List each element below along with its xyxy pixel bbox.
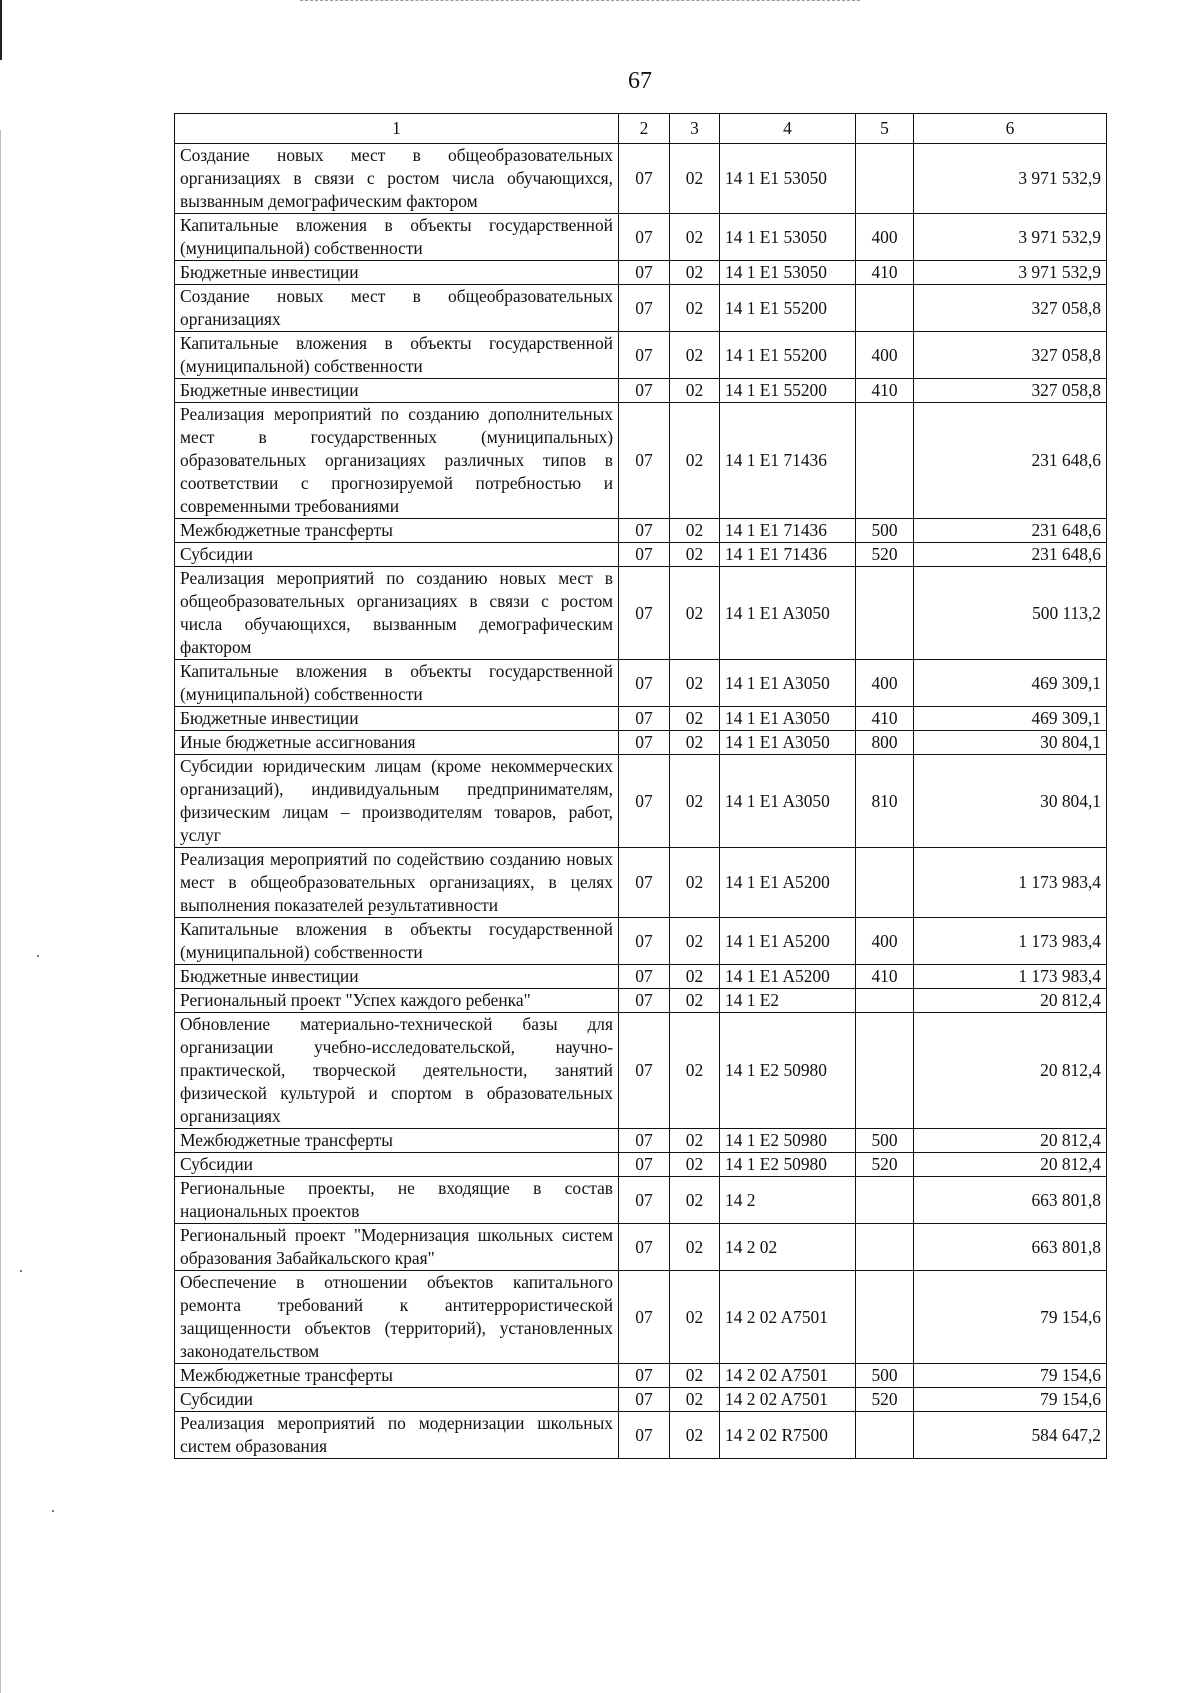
row-target-code-cell: 14 2 02 [720,1224,856,1271]
row-section-cell: 07 [619,1271,670,1364]
row-amount-cell: 20 812,4 [914,1129,1107,1153]
row-amount-cell: 469 309,1 [914,660,1107,707]
row-amount-cell: 30 804,1 [914,731,1107,755]
row-subsection-cell: 02 [670,660,720,707]
scan-speck [52,1510,54,1512]
row-expense-type-cell: 500 [856,519,914,543]
row-target-code-cell: 14 1 E1 55200 [720,379,856,403]
row-target-code-cell: 14 1 E1 A5200 [720,918,856,965]
row-expense-type-cell: 810 [856,755,914,848]
row-name-cell: Межбюджетные трансферты [175,1129,619,1153]
row-name-cell: Создание новых мест в общеобразовательных организациях [175,285,619,332]
row-section-cell: 07 [619,285,670,332]
table-row [175,1224,1107,1271]
row-section-cell: 07 [619,1153,670,1177]
scan-top-edge [300,0,860,2]
row-subsection-cell: 02 [670,567,720,660]
row-expense-type-cell [856,1224,914,1271]
row-subsection-cell: 02 [670,1129,720,1153]
row-expense-type-cell [856,1013,914,1129]
row-section-cell: 07 [619,918,670,965]
row-target-code-cell: 14 1 E2 50980 [720,1013,856,1129]
row-amount-cell: 1 173 983,4 [914,918,1107,965]
row-target-code-cell: 14 1 E1 A5200 [720,848,856,918]
table-row [175,731,1107,755]
row-target-code-cell: 14 1 E1 A3050 [720,755,856,848]
row-name-cell: Капитальные вложения в объекты государственной (муниципальной) собственности [175,918,619,965]
row-section-cell: 07 [619,707,670,731]
table-row [175,1271,1107,1364]
row-name-cell: Межбюджетные трансферты [175,519,619,543]
row-section-cell: 07 [619,144,670,214]
row-subsection-cell: 02 [670,918,720,965]
row-expense-type-cell [856,403,914,519]
row-name-cell: Создание новых мест в общеобразовательных организациях в связи с ростом числа обучающихся, вызванным демографическим фактором [175,144,619,214]
table-row [175,1013,1107,1129]
scan-speck [37,955,39,957]
row-target-code-cell: 14 2 02 A7501 [720,1271,856,1364]
table-row [175,214,1107,261]
row-target-code-cell: 14 1 E1 53050 [720,261,856,285]
table-row [175,261,1107,285]
row-target-code-cell: 14 1 E2 50980 [720,1153,856,1177]
row-amount-cell: 20 812,4 [914,1013,1107,1129]
row-section-cell: 07 [619,755,670,848]
row-amount-cell: 231 648,6 [914,543,1107,567]
row-target-code-cell: 14 1 E1 55200 [720,285,856,332]
row-name-cell: Реализация мероприятий по созданию дополнительных мест в государственных (муниципальных) образовательных организациях различных типов в соответствии с прогнозируемой потребностью и современными требованиями [175,403,619,519]
header-cell-target-code: 4 [720,114,856,144]
row-name-cell: Реализация мероприятий по содействию созданию новых мест в общеобразовательных организациях, в целях выполнения показателей результативности [175,848,619,918]
row-target-code-cell: 14 1 E1 A3050 [720,731,856,755]
row-section-cell: 07 [619,989,670,1013]
row-expense-type-cell: 400 [856,918,914,965]
table-row [175,543,1107,567]
row-name-cell: Региональный проект "Модернизация школьных систем образования Забайкальского края" [175,1224,619,1271]
table-row [175,1364,1107,1388]
row-name-cell: Капитальные вложения в объекты государственной (муниципальной) собственности [175,214,619,261]
row-section-cell: 07 [619,1224,670,1271]
row-amount-cell: 79 154,6 [914,1271,1107,1364]
row-section-cell: 07 [619,567,670,660]
row-expense-type-cell [856,989,914,1013]
row-amount-cell: 1 173 983,4 [914,848,1107,918]
row-section-cell: 07 [619,1364,670,1388]
row-name-cell: Бюджетные инвестиции [175,965,619,989]
row-section-cell: 07 [619,519,670,543]
row-section-cell: 07 [619,214,670,261]
row-subsection-cell: 02 [670,332,720,379]
row-expense-type-cell [856,1412,914,1459]
row-section-cell: 07 [619,660,670,707]
scan-left-edge-mark [0,0,2,60]
row-name-cell: Обновление материально-технической базы для организации учебно-исследовательской, научно-практической, творческой деятельности, занятий физической культурой и спортом в образовательных организациях [175,1013,619,1129]
row-subsection-cell: 02 [670,1153,720,1177]
row-subsection-cell: 02 [670,285,720,332]
row-section-cell: 07 [619,1412,670,1459]
row-expense-type-cell [856,567,914,660]
row-amount-cell: 500 113,2 [914,567,1107,660]
row-amount-cell: 469 309,1 [914,707,1107,731]
row-target-code-cell: 14 1 E1 A3050 [720,707,856,731]
row-amount-cell: 327 058,8 [914,332,1107,379]
row-target-code-cell: 14 1 E1 55200 [720,332,856,379]
table-row [175,1153,1107,1177]
table-row [175,660,1107,707]
row-section-cell: 07 [619,261,670,285]
row-expense-type-cell: 520 [856,1388,914,1412]
table-row [175,403,1107,519]
row-expense-type-cell: 500 [856,1364,914,1388]
row-subsection-cell: 02 [670,1364,720,1388]
row-expense-type-cell [856,285,914,332]
table-row [175,567,1107,660]
row-target-code-cell: 14 2 [720,1177,856,1224]
row-amount-cell: 3 971 532,9 [914,214,1107,261]
table-row [175,989,1107,1013]
row-expense-type-cell [856,848,914,918]
header-cell-name: 1 [175,114,619,144]
row-name-cell: Региональный проект "Успех каждого ребенка" [175,989,619,1013]
row-section-cell: 07 [619,543,670,567]
budget-table [174,113,1107,1459]
row-name-cell: Обеспечение в отношении объектов капитального ремонта требований к антитеррористической защищенности объектов (территорий), установленных законодательством [175,1271,619,1364]
row-amount-cell: 663 801,8 [914,1224,1107,1271]
row-name-cell: Реализация мероприятий по модернизации школьных систем образования [175,1412,619,1459]
row-amount-cell: 3 971 532,9 [914,261,1107,285]
table-row [175,965,1107,989]
row-section-cell: 07 [619,332,670,379]
row-target-code-cell: 14 1 E1 A3050 [720,660,856,707]
row-subsection-cell: 02 [670,1177,720,1224]
row-subsection-cell: 02 [670,989,720,1013]
row-subsection-cell: 02 [670,755,720,848]
table-row [175,519,1107,543]
row-target-code-cell: 14 1 E1 A5200 [720,965,856,989]
row-section-cell: 07 [619,1388,670,1412]
row-subsection-cell: 02 [670,1013,720,1129]
row-target-code-cell: 14 2 02 R7500 [720,1412,856,1459]
row-amount-cell: 3 971 532,9 [914,144,1107,214]
row-section-cell: 07 [619,403,670,519]
row-target-code-cell: 14 1 E1 53050 [720,214,856,261]
row-section-cell: 07 [619,965,670,989]
row-name-cell: Субсидии [175,543,619,567]
row-section-cell: 07 [619,1013,670,1129]
table-header-row [175,114,1107,144]
table-row [175,707,1107,731]
row-subsection-cell: 02 [670,731,720,755]
row-target-code-cell: 14 1 E1 53050 [720,144,856,214]
row-subsection-cell: 02 [670,519,720,543]
row-subsection-cell: 02 [670,1224,720,1271]
row-section-cell: 07 [619,731,670,755]
row-name-cell: Бюджетные инвестиции [175,707,619,731]
row-amount-cell: 584 647,2 [914,1412,1107,1459]
row-amount-cell: 663 801,8 [914,1177,1107,1224]
row-expense-type-cell: 410 [856,261,914,285]
row-subsection-cell: 02 [670,543,720,567]
header-cell-amount: 6 [914,114,1107,144]
header-cell-subsection: 3 [670,114,720,144]
row-target-code-cell: 14 1 E1 A3050 [720,567,856,660]
table-row [175,332,1107,379]
row-amount-cell: 79 154,6 [914,1364,1107,1388]
row-amount-cell: 30 804,1 [914,755,1107,848]
row-subsection-cell: 02 [670,261,720,285]
table-row [175,379,1107,403]
row-name-cell: Бюджетные инвестиции [175,261,619,285]
row-target-code-cell: 14 2 02 A7501 [720,1388,856,1412]
row-target-code-cell: 14 1 E1 71436 [720,403,856,519]
table-row [175,918,1107,965]
scan-left-edge-line [0,130,1,1693]
header-cell-expense-type: 5 [856,114,914,144]
scan-speck [20,1270,22,1272]
row-section-cell: 07 [619,848,670,918]
row-amount-cell: 231 648,6 [914,519,1107,543]
table-row [175,285,1107,332]
header-cell-section: 2 [619,114,670,144]
row-subsection-cell: 02 [670,214,720,261]
row-subsection-cell: 02 [670,1271,720,1364]
row-expense-type-cell: 520 [856,543,914,567]
page-number: 67 [628,68,652,94]
row-target-code-cell: 14 1 E1 71436 [720,543,856,567]
row-subsection-cell: 02 [670,1412,720,1459]
row-section-cell: 07 [619,1177,670,1224]
table-row [175,1388,1107,1412]
row-amount-cell: 20 812,4 [914,1153,1107,1177]
row-name-cell: Субсидии юридическим лицам (кроме некоммерческих организаций), индивидуальным предпринимателям, физическим лицам – производителям товаров, работ, услуг [175,755,619,848]
row-subsection-cell: 02 [670,1388,720,1412]
table-row [175,755,1107,848]
row-name-cell: Реализация мероприятий по созданию новых мест в общеобразовательных организациях в связи с ростом числа обучающихся, вызванным демографическим фактором [175,567,619,660]
row-amount-cell: 327 058,8 [914,379,1107,403]
row-name-cell: Субсидии [175,1388,619,1412]
row-name-cell: Региональные проекты, не входящие в состав национальных проектов [175,1177,619,1224]
row-expense-type-cell: 500 [856,1129,914,1153]
row-name-cell: Капитальные вложения в объекты государственной (муниципальной) собственности [175,332,619,379]
row-target-code-cell: 14 1 E1 71436 [720,519,856,543]
table-body [175,144,1107,1459]
table-row [175,144,1107,214]
row-name-cell: Межбюджетные трансферты [175,1364,619,1388]
row-expense-type-cell: 400 [856,332,914,379]
row-expense-type-cell: 800 [856,731,914,755]
row-target-code-cell: 14 1 E2 [720,989,856,1013]
row-expense-type-cell [856,1177,914,1224]
row-name-cell: Бюджетные инвестиции [175,379,619,403]
row-target-code-cell: 14 1 E2 50980 [720,1129,856,1153]
row-expense-type-cell: 400 [856,214,914,261]
row-expense-type-cell: 410 [856,707,914,731]
row-name-cell: Капитальные вложения в объекты государственной (муниципальной) собственности [175,660,619,707]
row-amount-cell: 20 812,4 [914,989,1107,1013]
row-subsection-cell: 02 [670,848,720,918]
table-row [175,1412,1107,1459]
row-expense-type-cell: 410 [856,965,914,989]
row-subsection-cell: 02 [670,707,720,731]
row-expense-type-cell [856,144,914,214]
row-name-cell: Иные бюджетные ассигнования [175,731,619,755]
row-amount-cell: 327 058,8 [914,285,1107,332]
row-section-cell: 07 [619,1129,670,1153]
table-row [175,1177,1107,1224]
row-subsection-cell: 02 [670,403,720,519]
row-subsection-cell: 02 [670,379,720,403]
row-subsection-cell: 02 [670,144,720,214]
row-expense-type-cell: 400 [856,660,914,707]
row-amount-cell: 79 154,6 [914,1388,1107,1412]
row-name-cell: Субсидии [175,1153,619,1177]
row-target-code-cell: 14 2 02 A7501 [720,1364,856,1388]
row-expense-type-cell: 410 [856,379,914,403]
row-expense-type-cell [856,1271,914,1364]
row-section-cell: 07 [619,379,670,403]
table-row [175,1129,1107,1153]
row-amount-cell: 1 173 983,4 [914,965,1107,989]
row-amount-cell: 231 648,6 [914,403,1107,519]
row-subsection-cell: 02 [670,965,720,989]
row-expense-type-cell: 520 [856,1153,914,1177]
table-row [175,848,1107,918]
